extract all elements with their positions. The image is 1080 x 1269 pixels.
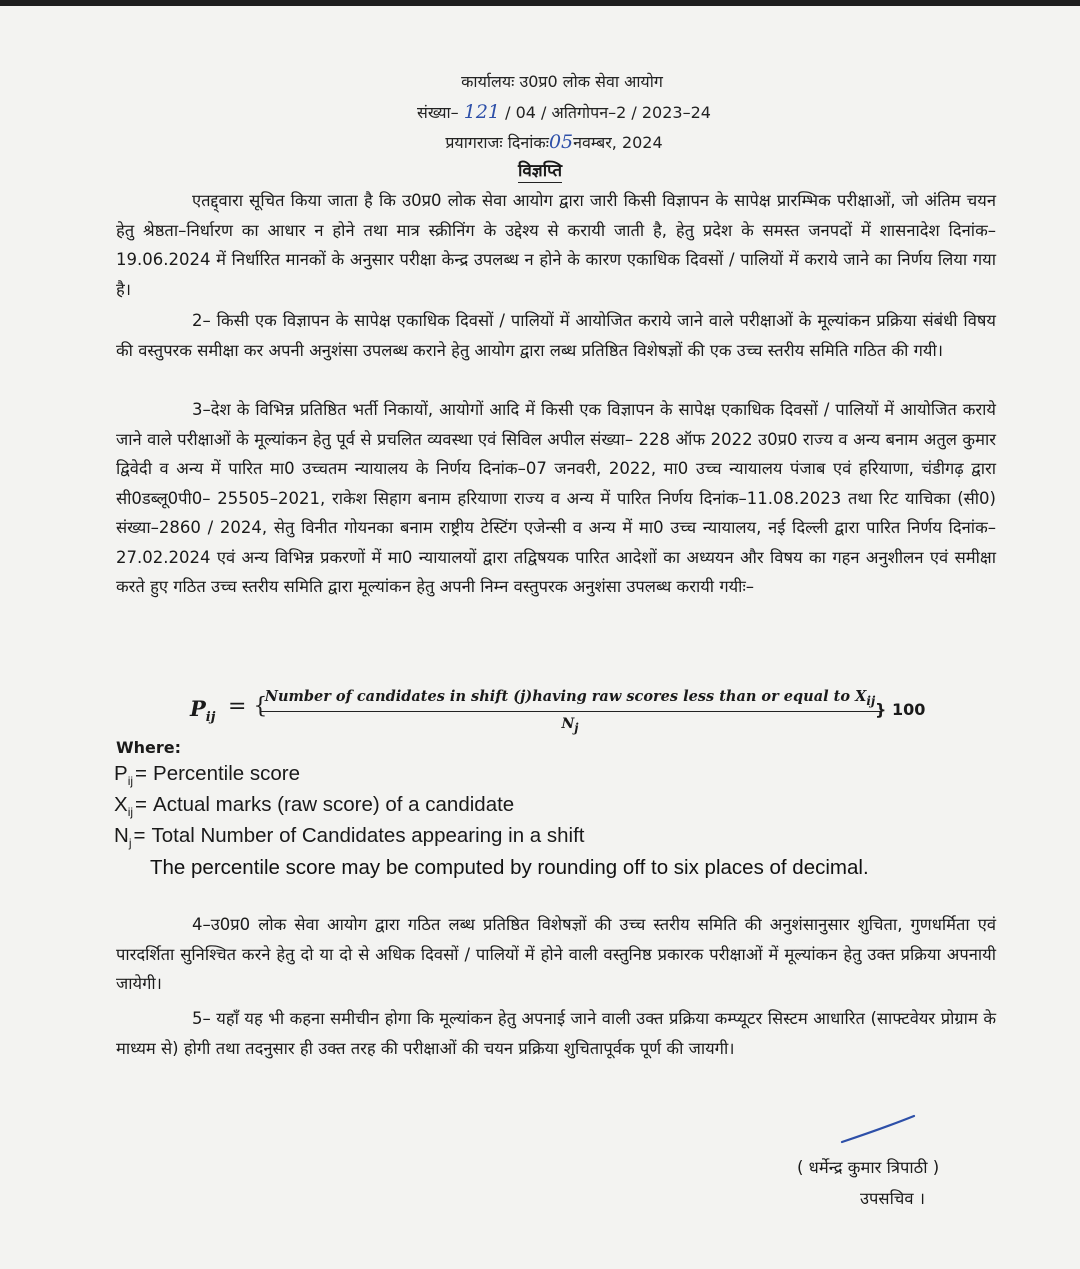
- date-handwritten: 05: [548, 131, 574, 153]
- reference-handwritten: 121: [463, 101, 501, 123]
- formula-lhs-symbol: P: [190, 696, 206, 721]
- symbol-letter: P: [114, 762, 128, 785]
- signature-mark: [838, 1112, 918, 1148]
- place-date: [14, 131, 1080, 153]
- formula-lhs: [190, 696, 215, 725]
- definition-symbol: [114, 824, 132, 851]
- symbol-subscript: ij: [127, 805, 134, 820]
- rounding-note: The percentile score may be computed by rounding off to six places of decimal.: [150, 856, 869, 879]
- formula-numerator: [260, 688, 880, 708]
- formula-lhs-subscript: ij: [205, 710, 216, 726]
- formula-equals-brace: = {: [228, 694, 268, 719]
- office-heading: कार्यालयः उ0प्र0 लोक सेवा आयोग: [461, 72, 663, 91]
- paragraph-5: 5– यहाँ यह भी कहना समीचीन होगा कि मूल्यांकन हेतु अपनाई जाने वाली उक्त प्रक्रिया कम्प्यूटर सिस्टम आधारित (साफ्टवेयर प्रोग्राम के माध्यम से) होगी तथा तदनुसार ही उक्त तरह की परीक्षाओं की चयन प्रक्रिया शुचितापूर्वक पूर्ण की जायगी।: [116, 1009, 996, 1058]
- definition-text: Actual marks (raw score) of a candidate: [153, 793, 515, 816]
- date-suffix: नवम्बर, 2024: [573, 133, 663, 152]
- symbol-letter: X: [114, 793, 128, 816]
- formula-rhs: } 100: [875, 700, 926, 719]
- symbol-letter: N: [114, 824, 129, 847]
- reference-number: [24, 101, 1080, 123]
- reference-prefix: संख्या–: [417, 103, 459, 122]
- formula-denominator: [260, 716, 880, 735]
- paragraph-2: 2– किसी एक विज्ञापन के सापेक्ष एकाधिक दिवसों / पालियों में आयोजित कराये जाने वाले परीक्षाओं के मूल्यांकन प्रक्रिया संबंधी विषय की वस्तुपरक समीक्षा कर अपनी अनुशंसा उपलब्ध कराने हेतु आयोग द्वारा लब्ध प्रतिष्ठित विशेषज्ञों की एक उच्च स्तरीय समिति गठित की गयी।: [116, 311, 996, 360]
- notice-title: [0, 158, 1080, 181]
- equals-sign: =: [135, 762, 148, 785]
- definition-raw-score: [114, 793, 514, 819]
- definition-total-candidates: [114, 824, 585, 850]
- formula-numerator-subscript: ij: [866, 693, 876, 708]
- definition-symbol: [114, 793, 134, 820]
- formula-denominator-symbol: N: [561, 716, 575, 732]
- formula-denominator-subscript: j: [574, 720, 579, 735]
- reference-suffix: / 04 / अतिगोपन–2 / 2023–24: [505, 103, 711, 122]
- definition-symbol: [114, 762, 134, 789]
- paragraph-1: एतद्द्वारा सूचित किया जाता है कि उ0प्र0 लोक सेवा आयोग द्वारा जारी किसी विज्ञापन के सापेक्ष प्रारम्भिक परीक्षाओं, जो अंतिम चयन हेतु श्रेष्ठता–निर्धारण का आधार न होने तथा मात्र स्क्रीनिंग के उद्देश्य से करायी जाती है, हेतु प्रदेश के समस्त जनपदों में शासनादेश दिनांक–19.06.2024 में निर्धारित मानकों के अनुसार परीक्षा केन्द्र उपलब्ध न होने के कारण एकाधिक दिवसों / पालियों में कराये जाने का निर्णय लिया गया है।: [116, 191, 996, 299]
- date-prefix: प्रयागराजः दिनांकः: [445, 133, 549, 152]
- top-edge-bar: [0, 0, 1080, 6]
- where-label: Where:: [116, 738, 182, 757]
- definition-text: Total Number of Candidates appearing in a shift: [151, 824, 585, 847]
- signatory-name: ( धर्मेन्द्र कुमार त्रिपाठी ): [797, 1158, 940, 1177]
- signatory-designation: उपसचिव ।: [860, 1189, 925, 1208]
- fraction-bar: [260, 711, 880, 712]
- paragraph-3: 3–देश के विभिन्न प्रतिष्ठित भर्ती निकायों, आयोगों आदि में किसी एक विज्ञापन के सापेक्ष एकाधिक दिवसों / पालियों में आयोजित कराये जाने वाले परीक्षाओं के मूल्यांकन हेतु पूर्व से प्रचलित व्यवस्था एवं सिविल अपील संख्या– 228 ऑफ 2022 उ0प्र0 राज्य व अन्य बनाम अतुल कुमार द्विवेदी व अन्य में पारित मा0 उच्चतम न्यायालय के निर्णय दिनांक–07 जनवरी, 2022, मा0 उच्च न्यायालय पंजाब एवं हरियाणा, चंडीगढ़ द्वारा सी0डब्लू0पी0– 25505–2021, राकेश सिहाग बनाम हरियाणा राज्य व अन्य में पारित निर्णय दिनांक–11.08.2023 तथा रिट याचिका (सी0) संख्या–2860 / 2024, सेतु विनीत गोयनका बनाम राष्ट्रीय टेस्टिंग एजेन्सी व अन्य में मा0 उच्च न्यायालय, नई दिल्ली द्वारा पारित निर्णय दिनांक–27.02.2024 एवं अन्य विभिन्न प्रकरणों में मा0 न्यायालयों द्वारा तद्विषयक पारित आदेशों का अध्ययन और विषय का गहन अनुशीलन एवं समीक्षा करते हुए गठित उच्च स्तरीय समिति द्वारा मूल्यांकन हेतु अपनी निम्न वस्तुपरक अनुशंसा उपलब्ध करायी गयीः–: [116, 400, 996, 596]
- formula-numerator-text: Number of candidates in shift (j)having raw scores less than or equal to X: [264, 688, 867, 705]
- notice-title-text: विज्ञप्ति: [517, 161, 563, 181]
- symbol-subscript: j: [128, 836, 132, 851]
- equals-sign: =: [135, 793, 148, 816]
- equals-sign: =: [133, 824, 146, 847]
- percentile-formula: [190, 684, 950, 744]
- definition-percentile: [114, 762, 300, 788]
- paragraph-4: 4–उ0प्र0 लोक सेवा आयोग द्वारा गठित लब्ध प्रतिष्ठित विशेषज्ञों की उच्च स्तरीय समिति की अनुशंसानुसार शुचिता, गुणधर्मिता एवं पारदर्शिता सुनिश्चित करने हेतु दो या दो से अधिक दिवसों / पालियों में होने वाली वस्तुनिष्ठ प्रकारक परीक्षाओं में मूल्यांकन हेतु उक्त प्रक्रिया अपनायी जायेगी।: [116, 915, 996, 993]
- symbol-subscript: ij: [127, 774, 134, 789]
- definition-text: Percentile score: [153, 762, 300, 785]
